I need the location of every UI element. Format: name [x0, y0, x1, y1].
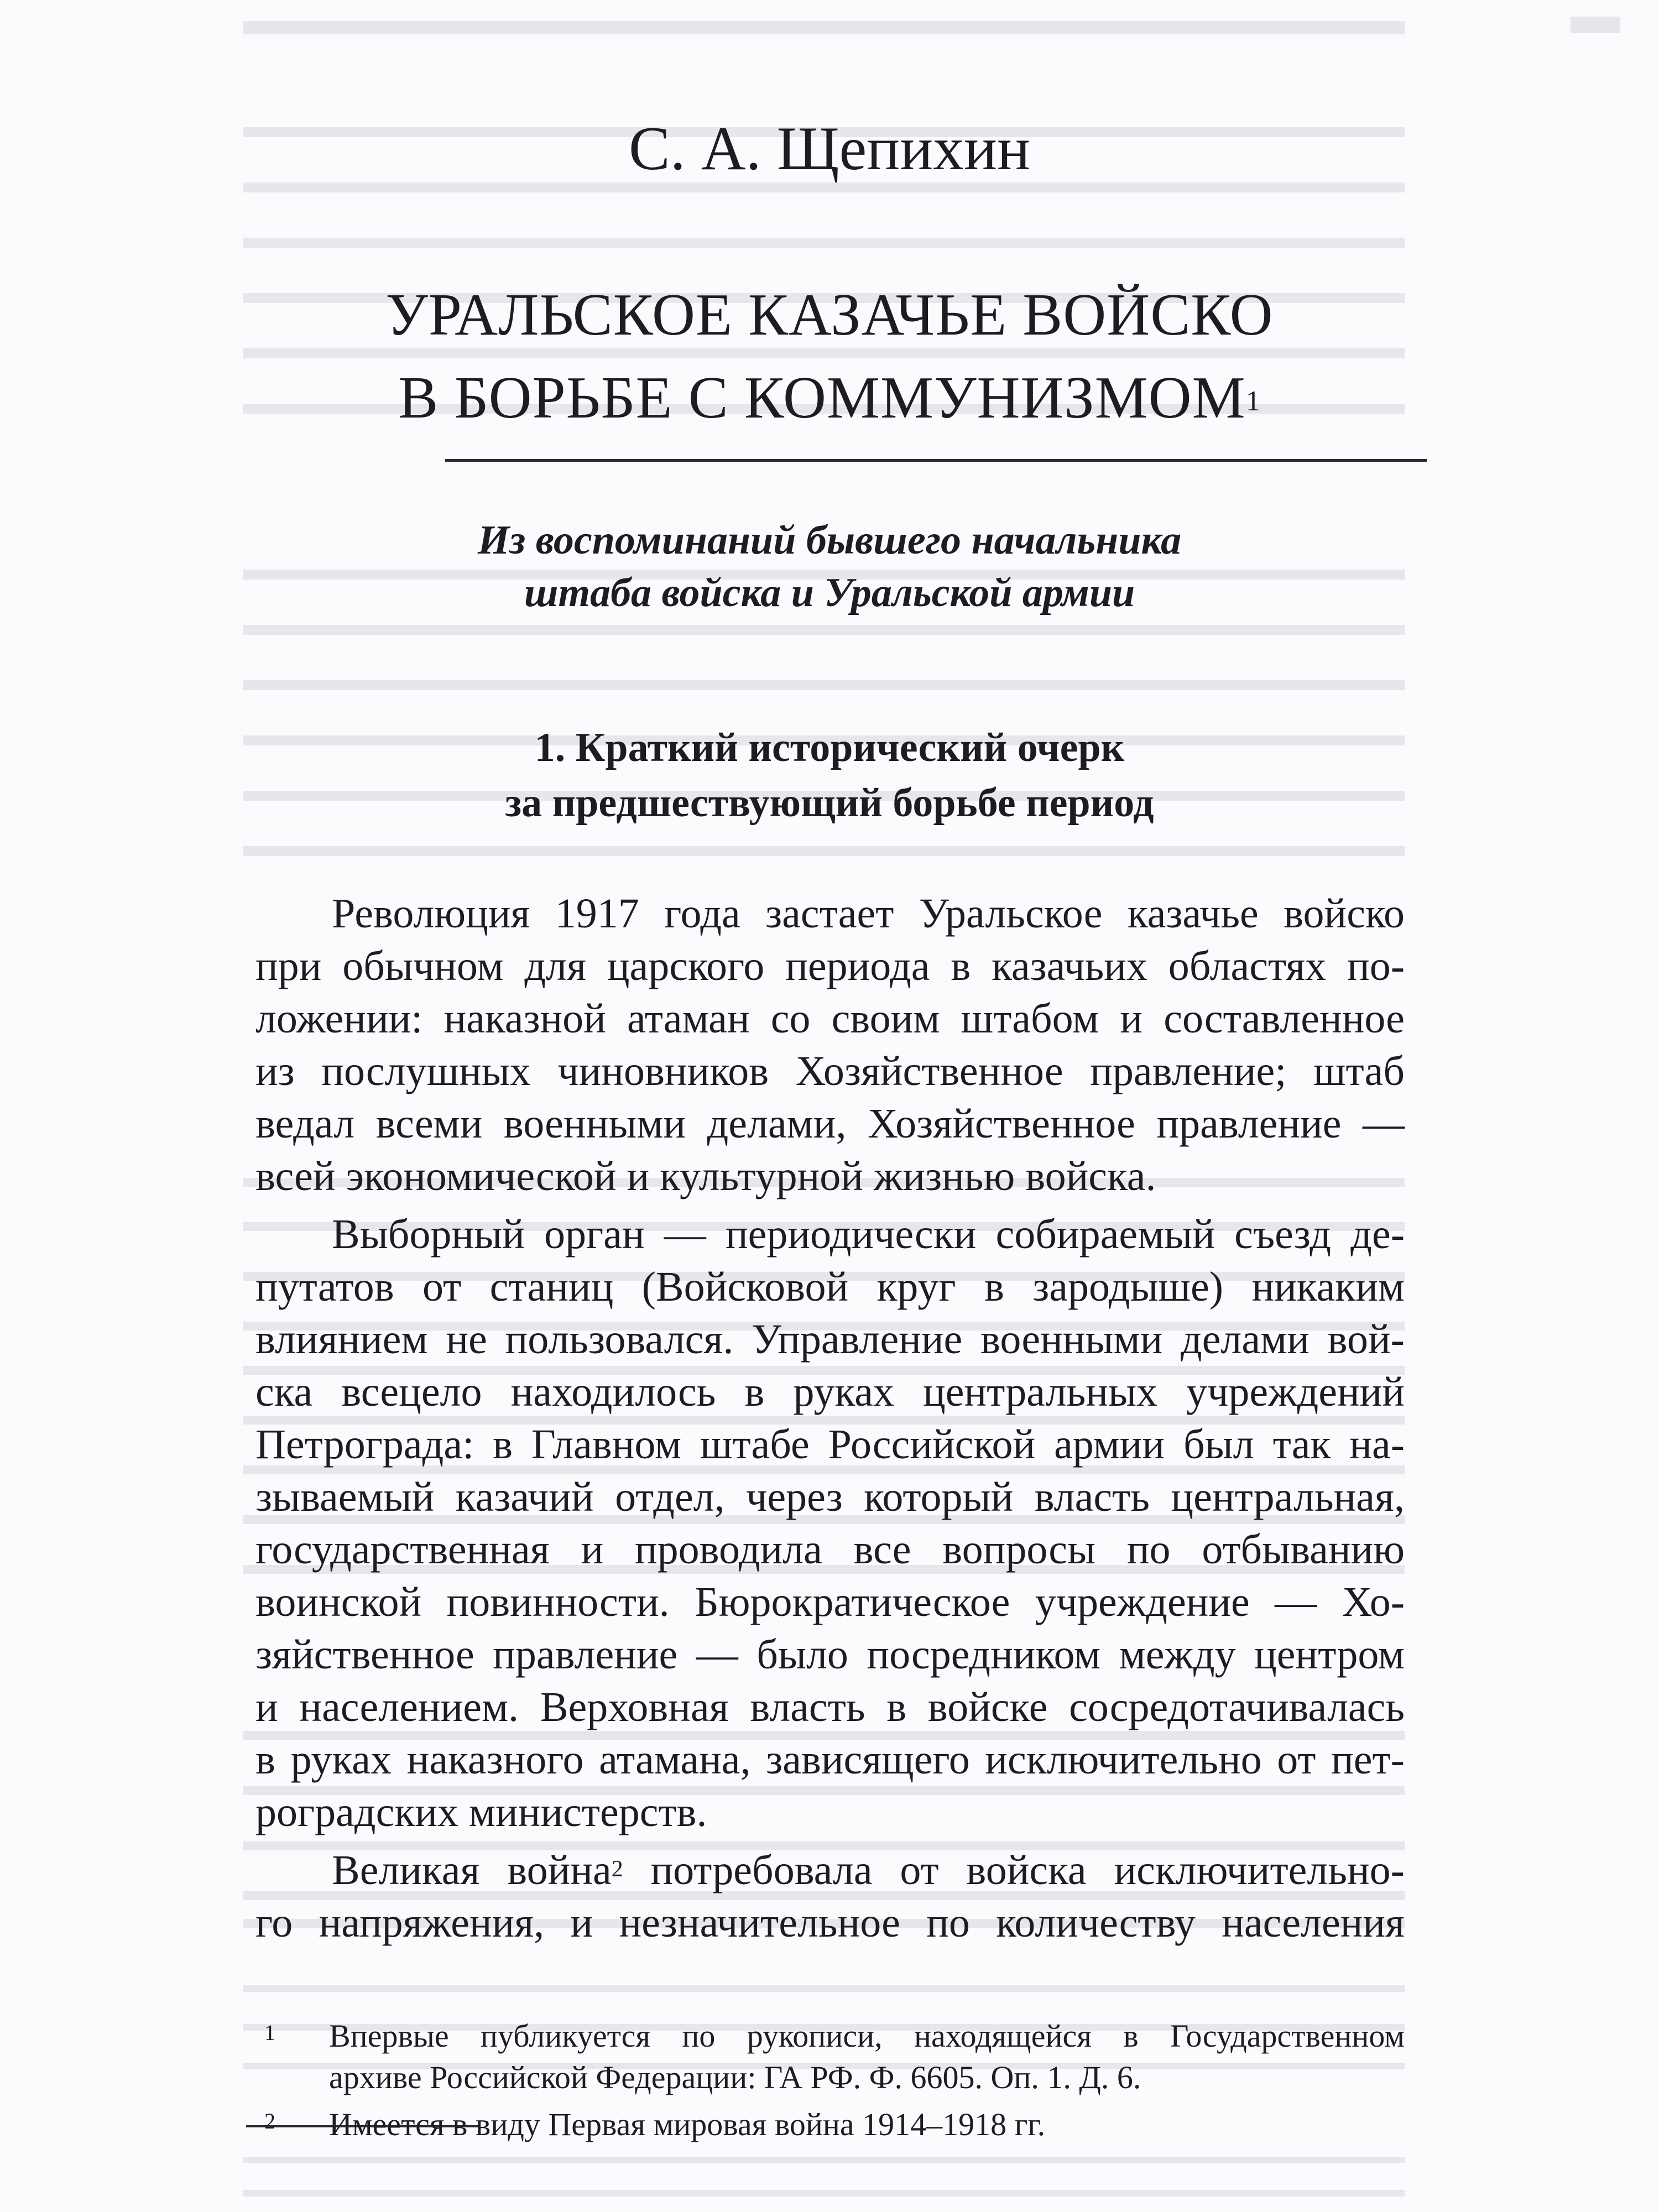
paragraph-2-line: влиянием не пользовался. Управление военными делами вой- — [255, 1316, 1405, 1363]
paragraph-3-line — [332, 1844, 1405, 1896]
footnote-1-line-2: архиве Российской Федерации: ГА РФ. Ф. 6605. Оп. 1. Д. 6. — [329, 2059, 1141, 2095]
section-heading-line-1: 1. Краткий исторический очерк — [534, 725, 1125, 770]
paragraph-1-line: ложении: наказной атаман со своим штабом и составленное — [255, 995, 1405, 1042]
paragraph-1-line: всей экономической и культурной жизнью войска. — [255, 1153, 1156, 1199]
footnote-2-number: 2 — [264, 2109, 275, 2133]
section-heading-line-2: за предшествующий борьбе период — [505, 780, 1154, 826]
paragraph-1-line: при обычном для царского периода в казачьих областях по- — [255, 943, 1405, 989]
paragraph-2-line: воинской повинности. Бюрократическое учреждение — Хо- — [255, 1579, 1405, 1625]
paragraph-2-line: Петрограда: в Главном штабе Российской армии был так на- — [255, 1421, 1405, 1468]
footnote-2-line-1: Имеется в виду Первая мировая война 1914–1918 гг. — [329, 2106, 1046, 2142]
paragraph-2-line: зываемый казачий отдел, через который власть центральная, — [255, 1474, 1405, 1520]
title-line-2-text: В БОРЬБЕ С КОММУНИЗМОМ — [398, 365, 1246, 431]
subtitle-line-1: Из воспоминаний бывшего начальника — [477, 518, 1182, 563]
paragraph-2-line: и населением. Верховная власть в войске сосредотачивалась — [255, 1684, 1405, 1730]
paragraph-2-line: Выборный орган — периодически собираемый съезд де- — [332, 1211, 1405, 1258]
paragraph-2-line: ска всецело находилось в руках центральных учреждений — [255, 1369, 1405, 1415]
paragraph-1-line: из послушных чиновников Хозяйственное правление; штаб — [255, 1048, 1405, 1094]
author-name: С. А. Щепихин — [628, 114, 1031, 183]
subtitle-line-2: штаба войска и Уральской армии — [524, 570, 1135, 615]
title-footnote-mark[interactable]: 1 — [1245, 385, 1261, 417]
paragraph-2-line: в руках наказного атамана, зависящего исключительно от пет- — [255, 1736, 1405, 1783]
paragraph-1-line: ведал всеми военными делами, Хозяйственное правление — — [255, 1100, 1405, 1147]
title-line-2 — [0, 359, 1659, 437]
paragraph-2-line: роградских министерств. — [255, 1789, 707, 1835]
paragraph-1-line: Революция 1917 года застает Уральское казачье войско — [332, 890, 1405, 937]
footnote-1-line-1: Впервые публикуется по рукописи, находящейся в Государственном — [329, 2018, 1405, 2054]
paragraph-3-line: го напряжения, и незначительное по количеству населения — [255, 1900, 1405, 1946]
title-divider — [445, 459, 1427, 462]
paragraph-2-line: путатов от станиц (Войсковой круг в зародыше) никаким — [255, 1264, 1405, 1310]
paragraph-2-line: зяйственное правление — было посредником между центром — [255, 1631, 1405, 1678]
paragraph-3-text-start: Великая война — [332, 1847, 612, 1893]
title-line-1: УРАЛЬСКОЕ КАЗАЧЬЕ ВОЙСКО — [385, 282, 1274, 348]
footnote-2-mark[interactable]: 2 — [611, 1856, 623, 1882]
paragraph-3-text-end: потребовала от войска исключительно- — [623, 1847, 1405, 1893]
footnote-1-number: 1 — [264, 2020, 275, 2045]
paragraph-2-line: государственная и проводила все вопросы по отбыванию — [255, 1526, 1405, 1573]
